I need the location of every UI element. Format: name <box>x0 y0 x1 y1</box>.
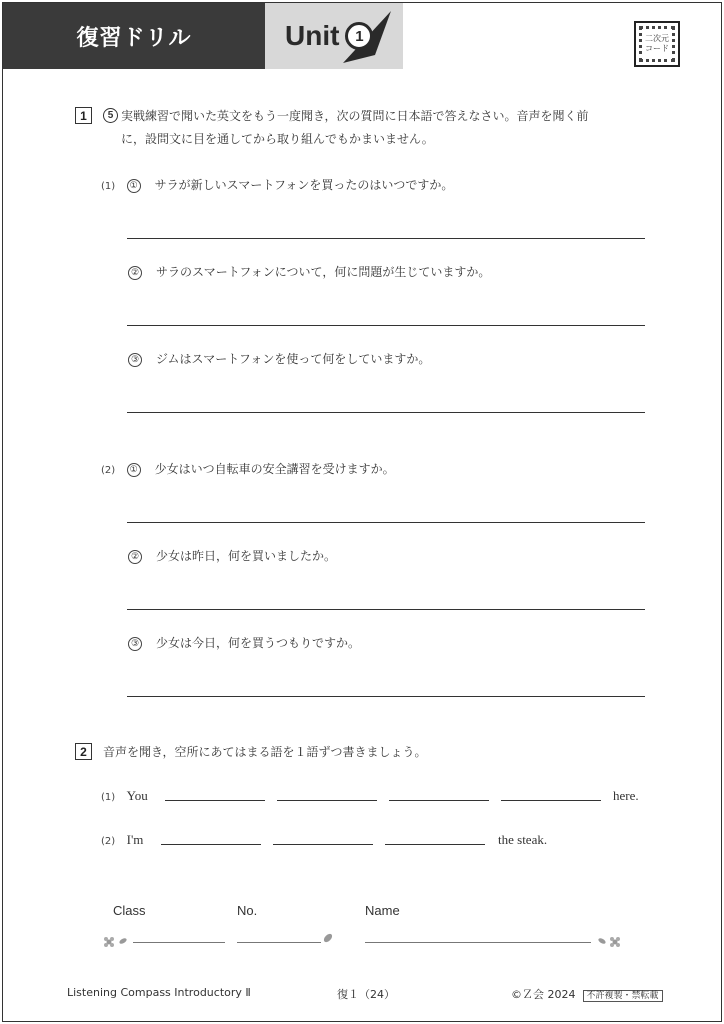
worksheet-page <box>2 2 722 1022</box>
question-text: 少女はいつ自転車の安全講習を受けますか。 <box>154 462 395 476</box>
question-text: サラのスマートフォンについて，何に問題が生じていますか。 <box>156 265 491 279</box>
no-label: No. <box>237 903 258 918</box>
unit-banner <box>265 3 403 69</box>
section-2-number: 2 <box>75 743 92 760</box>
unit-label: Unit <box>285 20 340 51</box>
section-1-instruction-line2: に，設問文に目を通してから取り組んでもかまいません。 <box>121 132 434 146</box>
fill-item-1-start: You <box>126 788 148 803</box>
no-field[interactable] <box>237 942 321 943</box>
question-number: ③ <box>128 353 142 367</box>
fill-item-2-end: the steak. <box>498 832 548 847</box>
footer-book-title: Listening Compass Introductory Ⅱ <box>67 986 251 999</box>
leaf-icon <box>321 931 335 945</box>
qr-label-line2: コード <box>645 44 669 53</box>
audio-track-icon[interactable]: 5 <box>103 108 118 123</box>
title-banner <box>3 3 265 69</box>
part-2-label: (2) <box>101 465 116 476</box>
question-text: 少女は昨日，何を買いましたか。 <box>156 549 337 563</box>
flower-right-icon <box>593 934 623 950</box>
part-1-question-3 <box>128 350 430 367</box>
class-field[interactable] <box>133 942 225 943</box>
fill-item-1-end: here. <box>613 788 639 803</box>
fill-item-1-label: (1) <box>101 792 116 803</box>
answer-line-2-2[interactable] <box>127 609 645 610</box>
blank-1-2[interactable] <box>277 800 377 801</box>
question-number: ② <box>128 550 142 564</box>
answer-line-1-3[interactable] <box>127 412 645 413</box>
copy-notice-stamp: 不許複製・禁転載 <box>583 990 663 1002</box>
blank-2-2[interactable] <box>273 844 373 845</box>
name-label: Name <box>365 903 400 918</box>
question-text: 少女は今日，何を買うつもりですか。 <box>156 636 361 650</box>
question-number: ② <box>128 266 142 280</box>
page-title: 復習ドリル <box>76 25 192 51</box>
section-1-instruction <box>103 107 589 124</box>
unit-number-badge: 1 <box>345 22 373 50</box>
footer-page-number: 復１（24） <box>337 988 395 1001</box>
question-text: サラが新しいスマートフォンを買ったのはいつですか。 <box>154 178 454 192</box>
blank-1-4[interactable] <box>501 800 601 801</box>
flower-left-icon <box>103 934 133 950</box>
class-label: Class <box>113 903 146 918</box>
part-2-question-3 <box>128 634 360 651</box>
blank-2-3[interactable] <box>385 844 485 845</box>
question-text: ジムはスマートフォンを使って何をしていますか。 <box>156 352 431 366</box>
part-1-question-1 <box>101 176 453 193</box>
answer-line-2-1[interactable] <box>127 522 645 523</box>
answer-line-2-3[interactable] <box>127 696 645 697</box>
section-1-instruction-line1: 実戦練習で聞いた英文をもう一度聞き，次の質問に日本語で答えなさい。音声を聞く前 <box>121 109 589 123</box>
blank-2-1[interactable] <box>161 844 261 845</box>
footer-copyright <box>511 986 663 1002</box>
part-1-question-2 <box>128 263 490 280</box>
part-1-label: (1) <box>101 181 116 192</box>
question-number: ① <box>127 463 141 477</box>
header <box>3 3 721 69</box>
section-1-number: 1 <box>75 107 92 124</box>
fill-item-2-label: (2) <box>101 836 116 847</box>
fill-item-2-start: I'm <box>126 832 144 847</box>
blank-1-3[interactable] <box>389 800 489 801</box>
fill-item-2 <box>101 832 143 848</box>
blank-1-1[interactable] <box>165 800 265 801</box>
qr-label-line1: 二次元 <box>645 34 669 43</box>
fill-item-1 <box>101 788 148 804</box>
question-number: ① <box>127 179 141 193</box>
qr-code[interactable] <box>634 21 680 67</box>
copyright-text: ©Ｚ会 2024 <box>511 988 576 1001</box>
answer-line-1-1[interactable] <box>127 238 645 239</box>
question-number: ③ <box>128 637 142 651</box>
section-2-instruction: 音声を聞き，空所にあてはまる語を１語ずつ書きましょう。 <box>103 745 427 759</box>
part-2-question-2 <box>128 547 336 564</box>
part-2-question-1 <box>101 460 395 477</box>
qr-code-inner <box>639 26 675 62</box>
answer-line-1-2[interactable] <box>127 325 645 326</box>
name-field[interactable] <box>365 942 591 943</box>
